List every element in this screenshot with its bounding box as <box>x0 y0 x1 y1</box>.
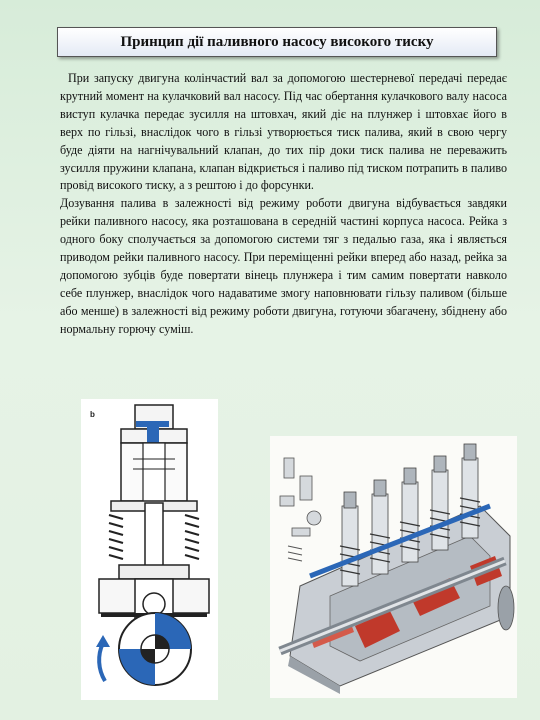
paragraph-2: Дозування палива в залежності від режиму роботи двигуна відбувається завдяки рейки паливного насосу, яка розташована в середній частині корпуса насоса. Рейка з одного боку сполучається за допомогою системи тяг з педалью газа, яка і являється приводом рейки паливного насосу. При переміщенні рейки вперед або назад, рейка за допомогою зубців буде повертати вінець плунжера і тим самим повертати навколо себе плунжер, внаслідок чого надаватиме змогу наповнювати гільзу паливом (більше або менше) в залежності від режиму роботи двигуна, готуючи збагачену, збіднену або нормальну горючу суміш. <box>60 196 507 336</box>
body-text <box>60 70 507 339</box>
pump-element-diagram <box>81 399 218 700</box>
injection-pump-cutaway-image <box>270 436 517 698</box>
paragraph-1: При запуску двигуна колінчастий вал за допомогою шестерневої передачі передає крутний момент на кулачковий вал насосу. Під час обертання кулачкового валу насоса виступ кулачка передає зусилля на штовхач, який діє на плунжер і штовхає його в верх по гільзі, внаслідок чого в гільзі утворюється тиск палива, який в свою чергу буде діяти на нагнічувальний клапан, до тих пір доки тиск палива не переважить зусилля пружини клапана, клапан відкриється і паливо під тиском потрапить в паливо провід високого тиску, а з рештою і до форсунки. <box>60 71 507 193</box>
page-title <box>57 27 497 57</box>
figure-label: b <box>90 410 95 419</box>
page-title-text: Принцип дії паливного насосу високого тиску <box>120 33 434 50</box>
